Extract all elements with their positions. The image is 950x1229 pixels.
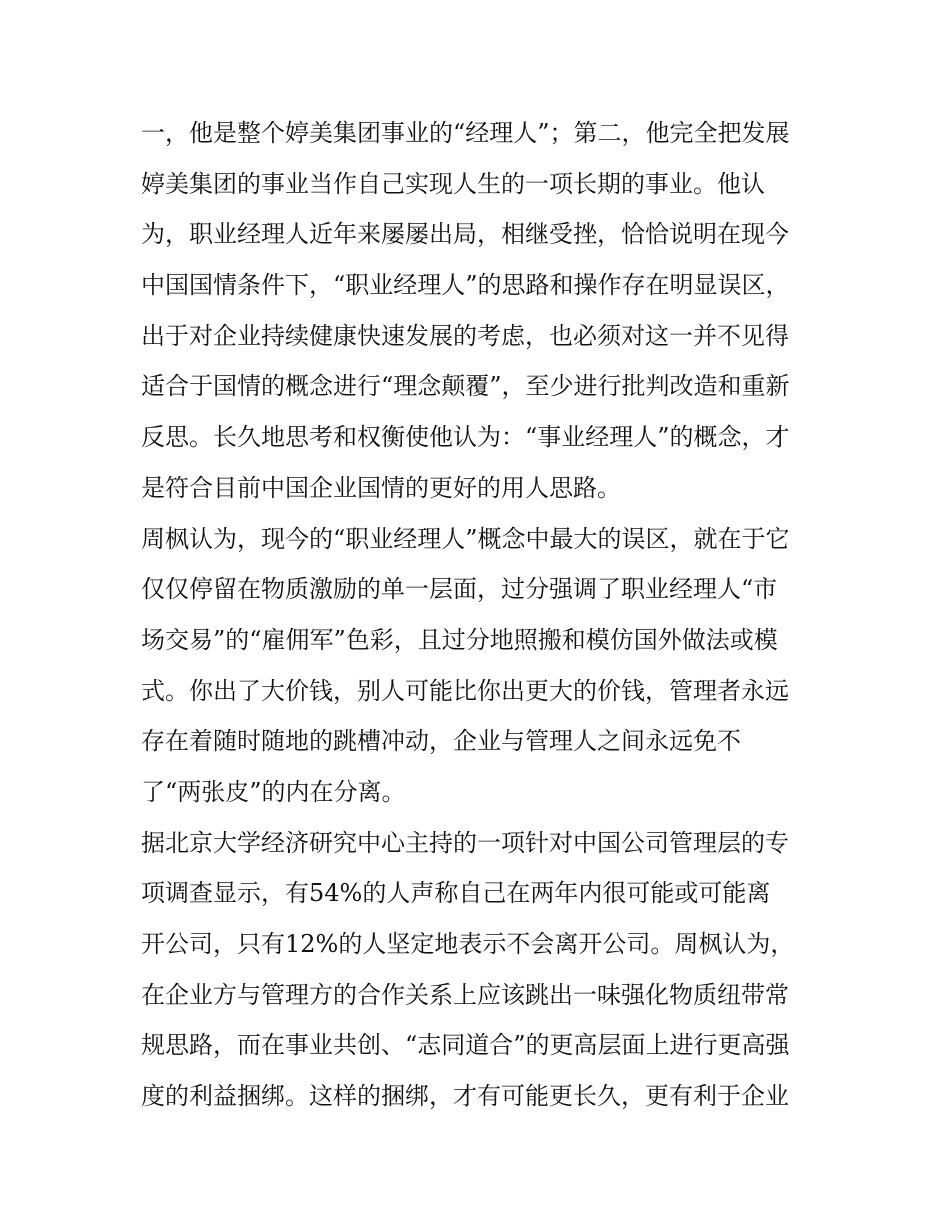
text-line: 度的利益捆绑。这样的捆绑，才有可能更长久，更有利于企业 xyxy=(141,1082,789,1111)
text-line: 仅仅停留在物质激励的单一层面，过分强调了职业经理人“市 xyxy=(141,575,778,604)
body-text xyxy=(141,108,821,1122)
text-line: 了“两张皮”的内在分离。 xyxy=(141,777,406,806)
text-line: 反思。长久地思考和权衡使他认为：“事业经理人”的概念，才 xyxy=(141,423,790,452)
text-line: 规思路，而在事业共创、“志同道合”的更高层面上进行更高强 xyxy=(141,1031,790,1060)
text-line: 存在着随时随地的跳槽冲动，企业与管理人之间永远免不 xyxy=(141,727,741,756)
text-line: 在企业方与管理方的合作关系上应该跳出一味强化物质纽带常 xyxy=(141,980,789,1009)
text-line: 项调查显示，有54%的人声称自己在两年内很可能或可能离 xyxy=(141,879,771,908)
text-line: 中国国情条件下，“职业经理人”的思路和操作存在明显误区， xyxy=(141,271,790,300)
text-line: 场交易”的“雇佣军”色彩，且过分地照搬和模仿国外做法或模 xyxy=(141,625,778,654)
text-line: 出于对企业持续健康快速发展的考虑，也必须对这一并不见得 xyxy=(141,321,789,350)
text-line: 开公司，只有12%的人坚定地表示不会离开公司。周枫认为， xyxy=(141,930,795,958)
text-line: 周枫认为，现今的“职业经理人”概念中最大的误区，就在于它 xyxy=(141,524,790,553)
text-line: 式。你出了大价钱，别人可能比你出更大的价钱，管理者永远 xyxy=(141,676,789,705)
text-line: 适合于国情的概念进行“理念颠覆”，至少进行批判改造和重新 xyxy=(141,372,790,401)
text-line: 据北京大学经济研究中心主持的一项针对中国公司管理层的专 xyxy=(141,828,789,857)
text-line: 婷美集团的事业当作自己实现人生的一项长期的事业。他认 xyxy=(141,169,765,198)
text-line: 为，职业经理人近年来屡屡出局，相继受挫，恰恰说明在现今 xyxy=(141,220,789,249)
text-line: 一，他是整个婷美集团事业的“经理人”；第二，他完全把发展 xyxy=(141,119,790,147)
text-line: 是符合目前中国企业国情的更好的用人思路。 xyxy=(141,473,621,502)
